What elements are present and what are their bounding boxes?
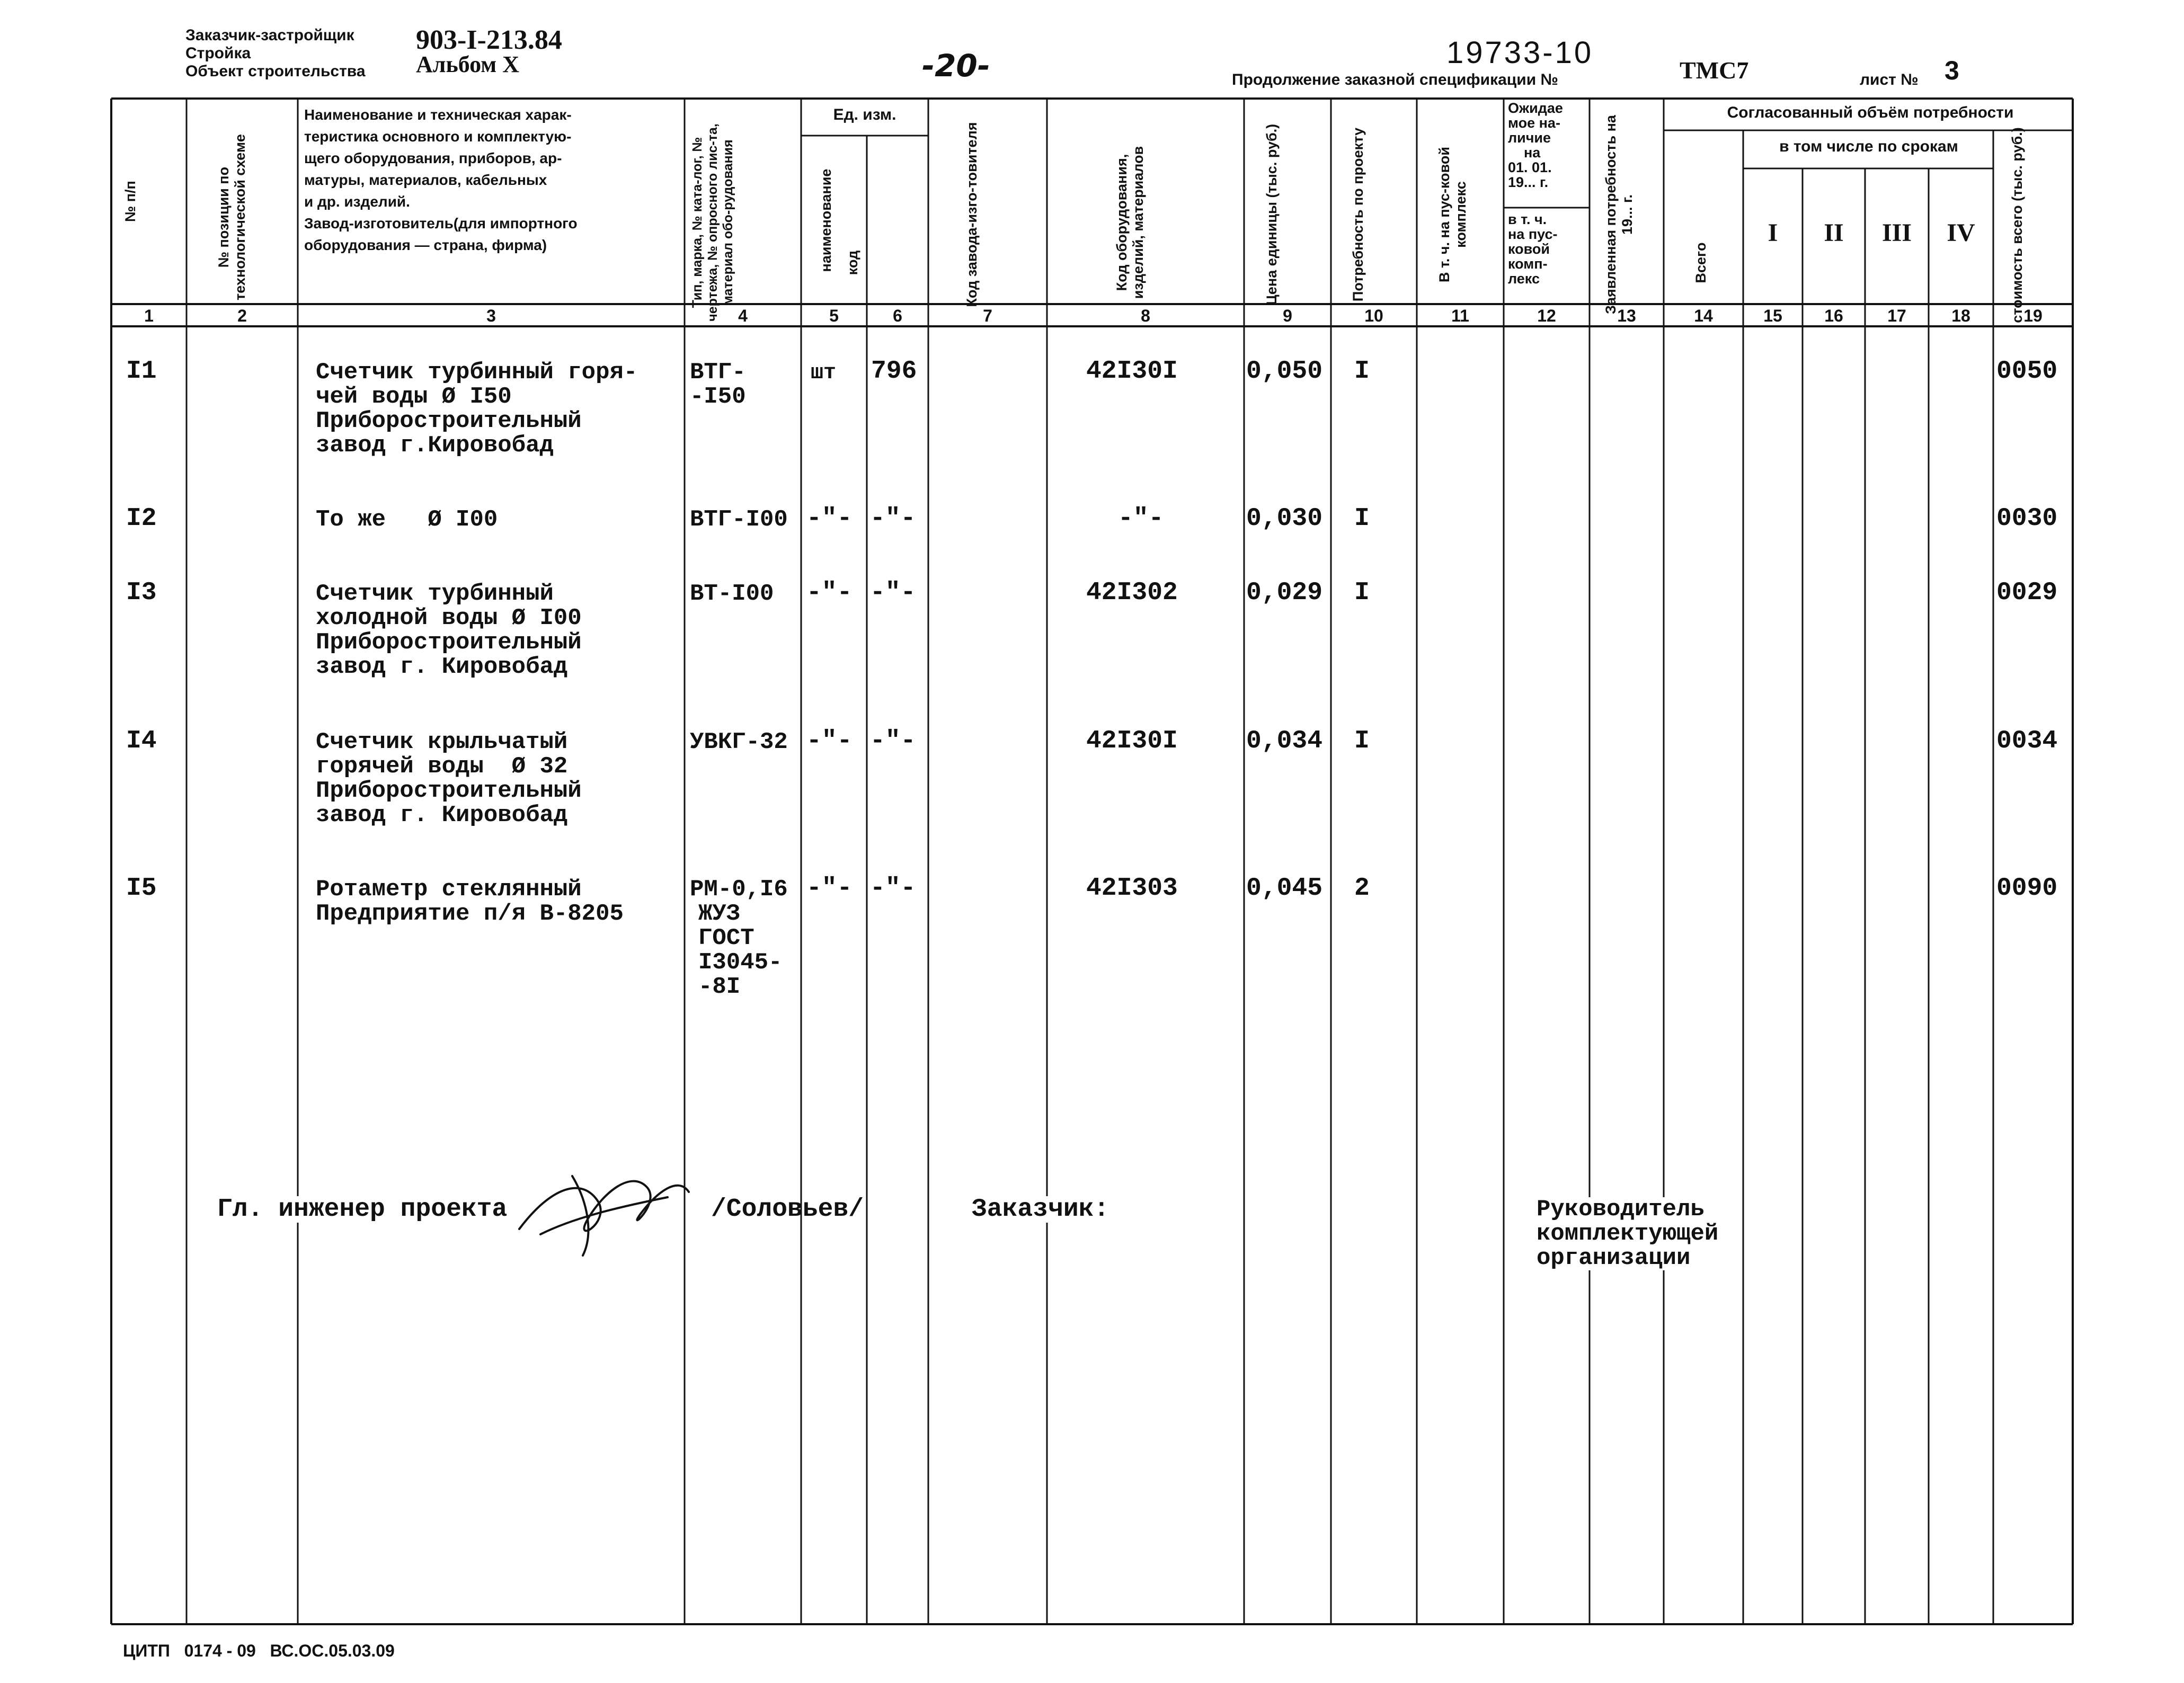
row-number: I5 <box>126 874 157 903</box>
row-description <box>316 360 637 458</box>
row-number: I3 <box>126 578 157 607</box>
chief-engineer-name: /Соловьев/ <box>711 1195 864 1224</box>
col-number: 8 <box>1141 306 1150 325</box>
row-number: I2 <box>126 504 157 533</box>
col-header-5: наименование <box>818 168 834 272</box>
col-number: 12 <box>1537 306 1556 325</box>
row-need: I <box>1354 504 1370 533</box>
description-line: Счетчик крыльчатый <box>316 729 568 755</box>
row-cost: 0050 <box>1996 357 2058 386</box>
footer-code: ЦИТП 0174 - 09 ВС.ОС.05.03.09 <box>123 1641 395 1660</box>
row-need: I <box>1354 357 1370 386</box>
row-code: 42I303 <box>1086 874 1178 903</box>
col-number: 16 <box>1824 306 1843 325</box>
col-header-2: № позиции по технологической схеме <box>216 134 248 300</box>
signature <box>509 1155 699 1261</box>
type-line: ГОСТ <box>698 925 754 951</box>
description-line: Счетчик турбинный <box>316 581 554 607</box>
row-price: 0,034 <box>1246 727 1323 755</box>
customer-label: Заказчик-застройщик <box>185 26 354 44</box>
col-number: 13 <box>1617 306 1636 325</box>
description-line: горячей воды Ø 32 <box>316 753 568 780</box>
col-header-4: Тип, марка, № ката-лог, № чертежа, № опросного лис-та, материал обо-рудования <box>690 123 735 322</box>
col-header-15: I <box>1768 219 1778 247</box>
spec-code: TMC7 <box>1680 57 1749 84</box>
col-number: 17 <box>1887 306 1906 325</box>
row-cost: 0029 <box>1996 578 2058 607</box>
col12-line-3: личие <box>1508 130 1551 146</box>
col-header-3 <box>304 104 578 256</box>
row-code: 42I302 <box>1086 578 1178 607</box>
type-line: -8I <box>698 974 741 1000</box>
row-cost: 0090 <box>1996 874 2058 903</box>
col12b-line-1: в т. ч. <box>1508 211 1547 227</box>
type-line: I3045- <box>698 949 783 976</box>
row-price: 0,050 <box>1246 357 1323 386</box>
row-code: -"- <box>1118 504 1164 533</box>
sheet-number: 3 <box>1945 56 1959 85</box>
col3-line-6: Завод-изготовитель(для импортного <box>304 215 578 231</box>
agreed-group-header: Согласованный объём потребности <box>1727 104 2014 121</box>
col-number: 6 <box>893 306 902 325</box>
col-number: 2 <box>237 306 247 325</box>
description-line: холодной воды Ø I00 <box>316 605 582 631</box>
row-description <box>316 507 498 532</box>
row-type <box>690 730 788 754</box>
description-line: Приборостроительный <box>316 778 582 804</box>
col-header-10: Потребность по проекту <box>1350 127 1366 302</box>
row-unit-code: -"- <box>870 727 916 755</box>
type-line: -I50 <box>690 384 746 410</box>
row-unit: -"- <box>806 727 853 755</box>
row-unit-code: -"- <box>870 504 916 533</box>
col12b-line-5: лекс <box>1508 271 1540 287</box>
col-number: 18 <box>1951 306 1970 325</box>
col-header-1: № п/п <box>122 181 138 222</box>
col3-line-3: щего оборудования, приборов, ар- <box>304 150 562 166</box>
row-unit: -"- <box>806 578 853 607</box>
supplier-line: комплектующей <box>1537 1221 1719 1247</box>
col-number: 5 <box>829 306 839 325</box>
type-line: РМ-0,I6 <box>690 876 788 903</box>
type-line: ЖУЗ <box>698 901 741 927</box>
col-number: 1 <box>144 306 154 325</box>
col12-line-4: на <box>1524 145 1541 161</box>
row-unit: шт <box>811 361 837 385</box>
col-number: 11 <box>1451 306 1469 325</box>
row-cost: 0034 <box>1996 727 2058 755</box>
description-line: Предприятие п/я В-8205 <box>316 901 624 927</box>
col-number: 3 <box>486 306 496 325</box>
construction-label: Стройка <box>185 44 251 62</box>
page-marker: -20- <box>922 48 990 84</box>
sheet-label: лист № <box>1860 71 1919 88</box>
row-type <box>690 507 788 532</box>
col-number: 19 <box>2023 306 2043 325</box>
col-number: 4 <box>738 306 748 325</box>
col3-line-5: и др. изделий. <box>304 193 410 210</box>
col3-line-7: оборудования — страна, фирма) <box>304 237 547 253</box>
object-label: Объект строительства <box>185 63 366 80</box>
col12b-line-3: ковой <box>1508 241 1550 257</box>
type-line: ВТГ- <box>690 359 746 386</box>
col-number: 15 <box>1763 306 1782 325</box>
col-header-7: Код завода-изго-товителя <box>964 122 980 307</box>
description-line: Ротаметр стеклянный <box>316 876 582 903</box>
supplier-line: Руководитель <box>1537 1196 1704 1223</box>
col12b-line-4: комп- <box>1508 256 1548 272</box>
description-line: завод г.Кировобад <box>316 432 554 459</box>
col-header-11: В т. ч. на пус-ковой комплекс <box>1436 147 1469 282</box>
project-code: 903-I-213.84 <box>416 25 562 55</box>
description-line: Приборостроительный <box>316 408 582 434</box>
row-price: 0,045 <box>1246 874 1323 903</box>
col12-line-6: 19... г. <box>1508 174 1549 190</box>
col-header-8: Код оборудования, изделий, материалов <box>1114 146 1146 299</box>
description-line: завод г. Кировобад <box>316 654 568 680</box>
description-line: завод г. Кировобад <box>316 802 568 829</box>
col-header-16: II <box>1824 219 1844 247</box>
col-header-19: стоимость всего (тыс. руб.) <box>2009 127 2025 323</box>
supplier-signature <box>1537 1197 1718 1270</box>
col3-line-4: матуры, материалов, кабельных <box>304 172 547 188</box>
row-unit-code: -"- <box>870 578 916 607</box>
by-terms-header: в том числе по срокам <box>1779 138 1958 155</box>
continuation-label: Продолжение заказной спецификации № <box>1232 71 1558 88</box>
row-price: 0,030 <box>1246 504 1323 533</box>
col-header-12 <box>1508 101 1563 190</box>
row-code: 42I30I <box>1086 357 1178 386</box>
col-number: 9 <box>1283 306 1292 325</box>
col3-line-2: теристика основного и комплектую- <box>304 128 572 145</box>
col-number: 14 <box>1694 306 1713 325</box>
type-line: ВТ-I00 <box>690 581 774 607</box>
row-need: I <box>1354 727 1370 755</box>
description-line: Счетчик турбинный горя- <box>316 359 638 386</box>
customer-signature-label: Заказчик: <box>972 1195 1109 1224</box>
col12-line-2: мое на- <box>1508 115 1560 131</box>
row-price: 0,029 <box>1246 578 1323 607</box>
spec-number: 19733-10 <box>1446 35 1594 70</box>
col-number: 10 <box>1364 306 1383 325</box>
description-line: То же Ø I00 <box>316 506 498 533</box>
album-label: Альбом X <box>416 51 520 77</box>
row-description <box>316 730 582 827</box>
description-line: чей воды Ø I50 <box>316 384 512 410</box>
row-need: I <box>1354 578 1370 607</box>
row-cost: 0030 <box>1996 504 2058 533</box>
unit-group-header: Ед. изм. <box>833 106 896 123</box>
row-need: 2 <box>1354 874 1370 903</box>
row-unit-code: -"- <box>870 874 916 903</box>
row-type <box>690 360 746 409</box>
row-number: I4 <box>126 727 157 755</box>
description-line: Приборостроительный <box>316 629 582 656</box>
col3-line-1: Наименование и техническая харак- <box>304 106 572 123</box>
col-header-17: III <box>1881 219 1912 247</box>
row-unit: -"- <box>806 874 853 903</box>
row-unit-code: 796 <box>871 357 917 386</box>
row-type <box>690 877 788 999</box>
col-header-6: код <box>845 250 860 275</box>
type-line: УВКГ-32 <box>690 729 788 755</box>
chief-engineer-label: Гл. инженер проекта <box>217 1195 508 1224</box>
row-type <box>690 582 774 606</box>
col12-line-1: Ожидае <box>1508 100 1563 116</box>
type-line: ВТГ-I00 <box>690 506 788 533</box>
col-header-13: Заявленная потребность на 19... г. <box>1603 115 1635 314</box>
supplier-line: организации <box>1537 1245 1691 1271</box>
col-header-14: Всего <box>1693 242 1709 283</box>
row-unit: -"- <box>806 504 853 533</box>
col-header-9: Цена единицы (тыс. руб.) <box>1264 123 1280 306</box>
col-header-18: IV <box>1947 219 1975 247</box>
col12b-line-2: на пус- <box>1508 226 1558 242</box>
col-number: 7 <box>983 306 992 325</box>
col-header-12b <box>1508 212 1558 286</box>
row-description <box>316 582 582 679</box>
row-code: 42I30I <box>1086 727 1178 755</box>
row-number: I1 <box>126 357 157 386</box>
row-description <box>316 877 624 926</box>
col12-line-5: 01. 01. <box>1508 159 1552 175</box>
